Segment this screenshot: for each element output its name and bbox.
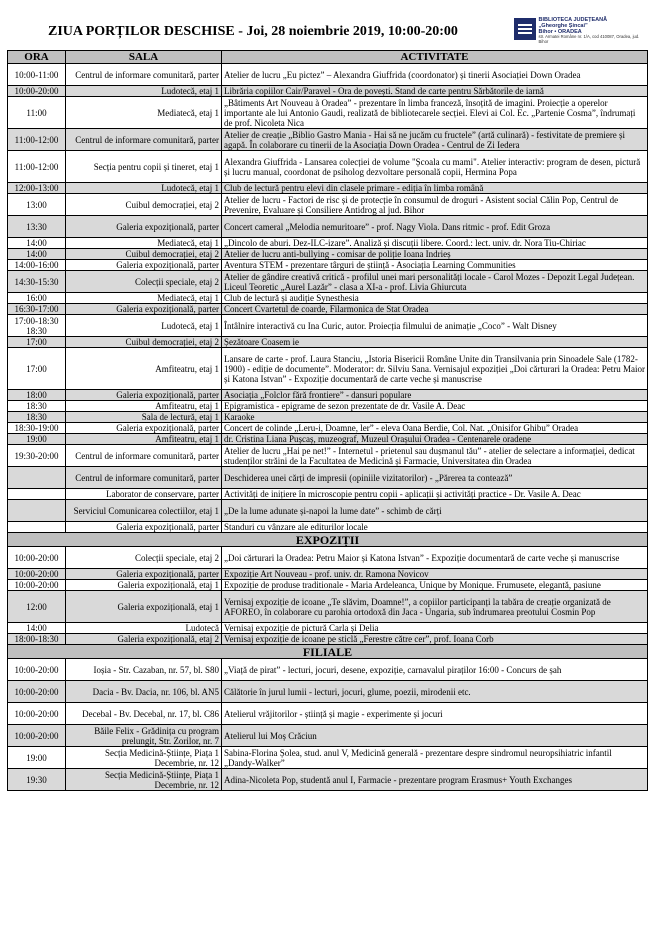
cell-activitate: Atelier de lucru „Eu pictez” – Alexandra Giuffrida (coordonator) și tinerii Asociației Down Oradea [222, 64, 648, 86]
cell-sala: Ludotecă, etaj 1 [66, 86, 222, 97]
cell-ora: 18:30 [8, 412, 66, 423]
cell-activitate: Deschiderea unei cărți de impresii (opiniile vizitatorilor) - „Părerea ta contează” [222, 467, 648, 489]
cell-sala: Amfiteatru, etaj 1 [66, 348, 222, 390]
cell-ora: 14:30-15:30 [8, 271, 66, 293]
cell-ora: 17:00 [8, 348, 66, 390]
cell-sala: Ludotecă, etaj 1 [66, 183, 222, 194]
cell-activitate: Șezătoare Coasem ie [222, 337, 648, 348]
cell-ora: 14:00 [8, 249, 66, 260]
cell-sala: Amfiteatru, etaj 1 [66, 401, 222, 412]
cell-ora: 12:00-13:00 [8, 183, 66, 194]
cell-sala: Galeria expozițională, parter [66, 260, 222, 271]
cell-sala: Galeria expozițională, parter [66, 216, 222, 238]
cell-activitate: Asociația „Folclor fără frontiere” - dansuri populare [222, 390, 648, 401]
cell-ora: 10:00-20:00 [8, 569, 66, 580]
table-row [8, 522, 648, 533]
cell-ora: 11:00 [8, 97, 66, 129]
cell-activitate: Atelier de lucru anti-bullying - comisar de poliție Ioana Indrieș [222, 249, 648, 260]
cell-sala: Mediatecă, etaj 1 [66, 238, 222, 249]
cell-ora: 10:00-20:00 [8, 580, 66, 591]
table-row [8, 580, 648, 591]
table-row [8, 337, 648, 348]
cell-ora: 10:00-20:00 [8, 725, 66, 747]
cell-activitate: Librăria copiilor Cair/Paravel - Ora de povești. Stand de carte pentru Sărbătorile de iarnă [222, 86, 648, 97]
table-row [8, 390, 648, 401]
header-ora: ORA [8, 51, 66, 64]
table-row [8, 348, 648, 390]
logo-name-3: Bihor • ORADEA [538, 28, 582, 35]
cell-sala: Băile Felix - Grădinița cu program prelungit, Str. Zorilor, nr. 7 [66, 725, 222, 747]
cell-activitate: Aventura STEM - prezentare târguri de știință - Asociația Learning Communities [222, 260, 648, 271]
cell-activitate: Activități de inițiere în microscopie pentru copii - aplicații și activități practice - Dr. Vasile A. Deac [222, 489, 648, 500]
cell-activitate: Concert cameral „Melodia nemuritoare” - prof. Nagy Viola. Dans ritmic - prof. Edit Groza [222, 216, 648, 238]
cell-ora: 10:00-20:00 [8, 681, 66, 703]
cell-ora: 19:30-20:00 [8, 445, 66, 467]
cell-activitate: „De la lume adunate și-napoi la lume date” - schimb de cărți [222, 500, 648, 522]
cell-activitate: Vernisaj expoziție de icoane pe sticlă „Ferestre către cer”, prof. Ioana Corb [222, 634, 648, 645]
cell-ora: 10:00-20:00 [8, 703, 66, 725]
cell-sala: Centrul de informare comunitară, parter [66, 467, 222, 489]
cell-sala: Colecții speciale, etaj 2 [66, 271, 222, 293]
header-activitate: ACTIVITATE [222, 51, 648, 64]
cell-activitate: „Dincolo de aburi. Dez-ILC-izare”. Analiză și discuții libere. Coord.: lect. univ. dr. Nora Tiu-Chiriac [222, 238, 648, 249]
cell-activitate: Atelier de lucru „Hai pe net!” - Internetul - prietenul sau dușmanul tău” - atelier de selectare a informației, dedicat studenților străini de la Facultatea de Medicină și Farmacie, Universitatea din Oradea [222, 445, 648, 467]
cell-activitate: Standuri cu vânzare ale editurilor locale [222, 522, 648, 533]
cell-ora [8, 522, 66, 533]
cell-ora: 13:00 [8, 194, 66, 216]
cell-activitate: Concert de colinde „Leru-i, Doamne, ler” - eleva Oana Berdie, Col. Nat. „Onisifor Ghibu” Oradea [222, 423, 648, 434]
cell-sala: Decebal - Bv. Decebal, nr. 17, bl. C86 [66, 703, 222, 725]
cell-ora: 18:00-18:30 [8, 634, 66, 645]
table-body [8, 64, 648, 791]
cell-ora: 10:00-20:00 [8, 547, 66, 569]
cell-activitate: Atelier de lucru - Factori de risc și de protecție în consumul de droguri - Asistent social Călin Pop, Centrul de Prevenire, Evaluare și Consiliere Antidrog al jud. Bihor [222, 194, 648, 216]
table-row [8, 401, 648, 412]
cell-sala: Mediatecă, etaj 1 [66, 293, 222, 304]
page-header [8, 18, 648, 50]
cell-activitate: Alexandra Giuffrida - Lansarea colecției de volume "Școala cu mami". Atelier interactiv: program de desen, pictură și lucru manual, coordonat de psiholog dezvoltare personală copii, Hermina Popa [222, 151, 648, 183]
cell-ora: 10:00-11:00 [8, 64, 66, 86]
cell-activitate: Club de lectură pentru elevi din clasele primare - ediția în limba română [222, 183, 648, 194]
cell-ora: 14:00-16:00 [8, 260, 66, 271]
cell-ora: 13:30 [8, 216, 66, 238]
cell-ora: 19:00 [8, 747, 66, 769]
cell-ora: 16:30-17:00 [8, 304, 66, 315]
cell-sala: Centrul de informare comunitară, parter [66, 64, 222, 86]
cell-sala: Cuibul democrației, etaj 2 [66, 337, 222, 348]
cell-ora: 18:00 [8, 390, 66, 401]
table-row [8, 238, 648, 249]
table-row [8, 412, 648, 423]
table-row [8, 86, 648, 97]
table-row [8, 769, 648, 791]
table-row [8, 725, 648, 747]
cell-activitate: Întâlnire interactivă cu Ina Curic, autor. Proiecția filmului de animație „Coco” - Walt Disney [222, 315, 648, 337]
cell-activitate: Călătorie în jurul lumii - lecturi, jocuri, glume, poezii, mirodenii etc. [222, 681, 648, 703]
cell-ora: 14:00 [8, 623, 66, 634]
cell-ora [8, 467, 66, 489]
cell-ora: 19:30 [8, 769, 66, 791]
cell-sala: Galeria expozițională, parter [66, 569, 222, 580]
cell-sala: Amfiteatru, etaj 1 [66, 434, 222, 445]
section-header [8, 533, 648, 547]
cell-ora: 18:30 [8, 401, 66, 412]
table-row [8, 315, 648, 337]
cell-ora: 19:00 [8, 434, 66, 445]
page-title: ZIUA PORȚILOR DESCHISE - Joi, 28 noiembrie 2019, 10:00-20:00 [48, 24, 458, 39]
table-row [8, 423, 648, 434]
cell-activitate: Karaoke [222, 412, 648, 423]
cell-ora: 14:00 [8, 238, 66, 249]
cell-activitate: Vernisaj expoziție de pictură Carla și Delia [222, 623, 648, 634]
cell-ora: 10:00-20:00 [8, 659, 66, 681]
library-logo-icon [514, 18, 536, 40]
table-row [8, 216, 648, 238]
cell-sala: Galeria expozițională, parter [66, 304, 222, 315]
logo-text [539, 18, 648, 44]
cell-ora: 11:00-12:00 [8, 151, 66, 183]
cell-sala: Galeria expozițională, parter [66, 423, 222, 434]
cell-sala: Centrul de informare comunitară, parter [66, 129, 222, 151]
logo-name-1: BIBLIOTECA JUDEȚEANĂ [538, 17, 608, 23]
cell-sala: Secția Medicină-Științe, Piața 1 Decembrie, nr. 12 [66, 747, 222, 769]
table-row [8, 489, 648, 500]
table-header-row [8, 51, 648, 64]
cell-activitate: Concert Cvartetul de coarde, Filarmonica de Stat Oradea [222, 304, 648, 315]
table-row [8, 194, 648, 216]
table-row [8, 547, 648, 569]
table-row [8, 64, 648, 86]
table-row [8, 467, 648, 489]
cell-sala: Ioșia - Str. Cazaban, nr. 57, bl. S80 [66, 659, 222, 681]
cell-sala: Ludotecă, etaj 1 [66, 315, 222, 337]
cell-ora [8, 489, 66, 500]
cell-activitate: Atelierul vrăjitorilor - știință și magie - experimente și jocuri [222, 703, 648, 725]
cell-activitate: „Viață de pirat” - lecturi, jocuri, desene, expoziție, carnavalul piraților 16:00 - Concurs de șah [222, 659, 648, 681]
cell-sala: Galeria expozițională, parter [66, 522, 222, 533]
table-row [8, 151, 648, 183]
cell-activitate: Atelier de creație „Biblio Gastro Mania - Hai să ne jucăm cu fructele” (artă culinară) - festivitate de premiere și agapă. În colaborare cu tinerii de la Asociația Down Oradea - Centrul de Zi Iedera [222, 129, 648, 151]
cell-activitate: Club de lectură și audiție Synesthesia [222, 293, 648, 304]
cell-sala: Colecții speciale, etaj 2 [66, 547, 222, 569]
cell-sala: Mediatecă, etaj 1 [66, 97, 222, 129]
cell-activitate: Expoziție de produse traditionale - Maria Ardeleanca, Unique by Monique. Frumusete, elegantă, pasiune [222, 580, 648, 591]
cell-ora: 18:30-19:00 [8, 423, 66, 434]
table-row [8, 304, 648, 315]
table-row [8, 183, 648, 194]
cell-activitate: Epigramistica - epigrame de sezon prezentate de dr. Vasile A. Deac [222, 401, 648, 412]
table-row [8, 634, 648, 645]
cell-sala: Cuibul democrației, etaj 2 [66, 194, 222, 216]
cell-sala: Laborator de conservare, parter [66, 489, 222, 500]
cell-activitate: Vernisaj expoziție de icoane „Te slăvim, Doamne!”, a copiilor participanți la tabăra de creație organizată de AFOREO, în colaborare cu parohia ortodoxă din Jaca - Ungaria, sub îndrumarea preotului Cosmin Pop [222, 591, 648, 623]
table-row [8, 747, 648, 769]
cell-ora: 12:00 [8, 591, 66, 623]
cell-activitate: Lansare de carte - prof. Laura Stanciu, „Istoria Bisericii Române Unite din Transilvania prin Sinoadele Sale (1782-1900) - ediție de documente”. Moderator: dr. Silviu Sana. Vernisajul expoziției „Doi cărturari la Oradea: Petru Maior și Katona Istvan” - Expoziție documentară de carte veche și manuscrise [222, 348, 648, 390]
section-title: FILIALE [8, 645, 648, 659]
cell-activitate: Adina-Nicoleta Pop, studentă anul I, Farmacie - prezentare program Erasmus+ Youth Exchanges [222, 769, 648, 791]
cell-activitate: Atelierul lui Moș Crăciun [222, 725, 648, 747]
table-row [8, 434, 648, 445]
cell-activitate: Atelier de gândire creativă critică - profilul unei mari personalități locale - Carol Mozes - Depozit Legal Județean. Liceul Teoretic „Aurel Lazăr” - clasa a XI-a - prof. Livia Ghiurcuta [222, 271, 648, 293]
cell-ora: 17:00 [8, 337, 66, 348]
table-row [8, 97, 648, 129]
cell-sala: Galeria expozițională, parter [66, 390, 222, 401]
table-row [8, 500, 648, 522]
logo-address: str. Armatei Române nr. 1/A, cod 410087, Oradea, jud. Bihor [538, 34, 640, 44]
cell-sala: Dacia - Bv. Dacia, nr. 106, bl. AN5 [66, 681, 222, 703]
cell-ora: 11:00-12:00 [8, 129, 66, 151]
cell-ora: 17:00-18:30 18:30 [8, 315, 66, 337]
header-sala: SALA [66, 51, 222, 64]
logo-name-2: „Gheorghe Șincai” [538, 22, 588, 29]
cell-sala: Galeria expozițională, etaj 2 [66, 634, 222, 645]
cell-sala: Sala de lectură, etaj 1 [66, 412, 222, 423]
library-logo [514, 18, 648, 48]
cell-sala: Secția Medicină-Științe, Piața 1 Decembrie, nr. 12 [66, 769, 222, 791]
cell-sala: Serviciul Comunicarea colectiilor, etaj 1 [66, 500, 222, 522]
table-row [8, 249, 648, 260]
table-row [8, 623, 648, 634]
schedule-table [7, 50, 648, 791]
cell-sala: Secția pentru copii și tineret, etaj 1 [66, 151, 222, 183]
table-row [8, 591, 648, 623]
cell-ora [8, 500, 66, 522]
table-row [8, 129, 648, 151]
table-row [8, 271, 648, 293]
table-row [8, 260, 648, 271]
section-header [8, 645, 648, 659]
table-row [8, 681, 648, 703]
table-row [8, 703, 648, 725]
table-row [8, 659, 648, 681]
cell-activitate: dr. Cristina Liana Pușcaș, muzeograf, Muzeul Orașului Oradea - Centenarele oradene [222, 434, 648, 445]
cell-activitate: Expoziție Art Nouveau - prof. univ. dr. Ramona Novicov [222, 569, 648, 580]
cell-activitate: „Bâtiments Art Nouveau à Oradea” - prezentare în limba franceză, însoțită de imagini. Proiecție a operelor importante ale lui Antonio Gaudi, realizată de bibliotecarele secției. Elevi ai Col. Ec. „Partenie Cosma”, îndrumați de prof. Nicoleta Nica [222, 97, 648, 129]
table-row [8, 293, 648, 304]
cell-sala: Centrul de informare comunitară, parter [66, 445, 222, 467]
cell-sala: Galeria expozițională, etaj 1 [66, 580, 222, 591]
table-row [8, 445, 648, 467]
cell-sala: Galeria expozițională, etaj 1 [66, 591, 222, 623]
cell-ora: 16:00 [8, 293, 66, 304]
cell-sala: Cuibul democrației, etaj 2 [66, 249, 222, 260]
cell-sala: Ludotecă [66, 623, 222, 634]
cell-ora: 10:00-20:00 [8, 86, 66, 97]
cell-activitate: Sabina-Florina Șolea, stud. anul V, Medicină generală - prezentare despre sindromul neuropsihiatric infantil „Dandy-Walker” [222, 747, 648, 769]
section-title: EXPOZIȚII [8, 533, 648, 547]
table-row [8, 569, 648, 580]
cell-activitate: „Doi cărturari la Oradea: Petru Maior și Katona Istvan” - Expoziție documentară de carte veche și manuscrise [222, 547, 648, 569]
